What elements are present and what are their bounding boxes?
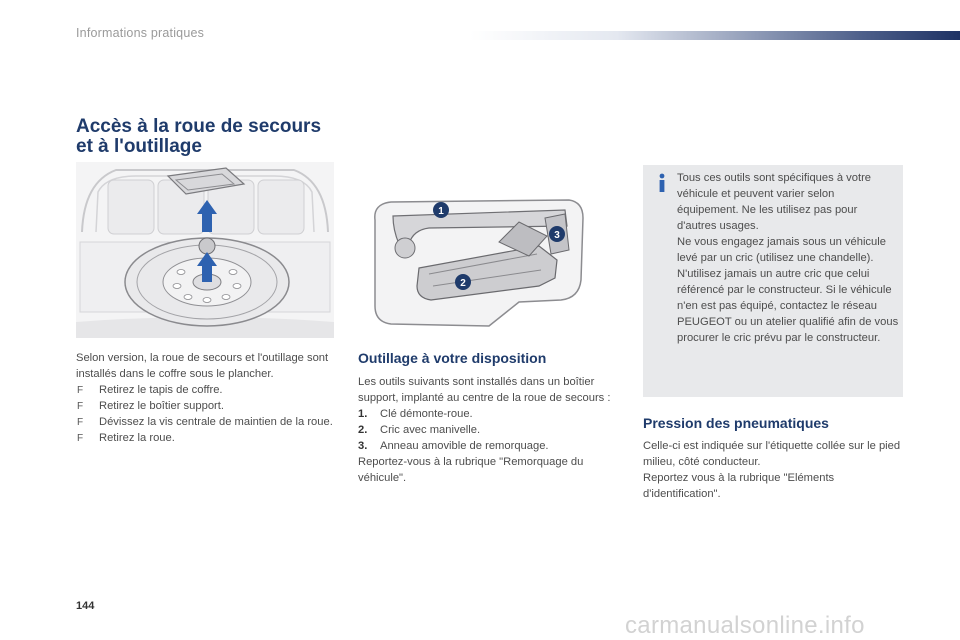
step-bullet-icon: F xyxy=(77,433,84,444)
spare-wheel-steps xyxy=(76,382,338,446)
step-bullet-icon: F xyxy=(77,417,84,428)
tools-intro: Les outils suivants sont installés dans un boîtier support, implanté au centre de la roue de secours : xyxy=(358,376,611,404)
tools-description xyxy=(358,374,616,486)
item-label: Cric avec manivelle. xyxy=(380,424,481,436)
tools-illustration xyxy=(369,190,587,330)
page-title xyxy=(76,117,346,157)
item-number: 2. xyxy=(358,424,368,436)
info-icon xyxy=(656,173,668,193)
list-item xyxy=(358,438,616,454)
list-item xyxy=(76,382,338,398)
step-text: Dévissez la vis centrale de maintien de la roue. xyxy=(99,416,333,428)
spare-wheel-illustration xyxy=(76,162,334,338)
step-text: Retirez le boîtier support. xyxy=(99,400,224,412)
spare-wheel-intro: Selon version, la roue de secours et l'outillage sont installés dans le coffre sous le plancher. xyxy=(76,352,329,380)
watermark: carmanualsonline.info xyxy=(625,612,865,639)
list-item xyxy=(76,414,338,430)
callout-3 xyxy=(549,226,565,242)
section-header: Informations pratiques xyxy=(76,26,205,40)
pressure-heading: Pression des pneumatiques xyxy=(643,415,829,431)
pressure-text: Celle-ci est indiquée sur l'étiquette collée sur le pied milieu, côté conducteur. Reportez vous à la rubrique "Eléments d'identification". xyxy=(643,440,901,500)
info-text: Tous ces outils sont spécifiques à votre véhicule et peuvent varier selon équipement. Ne les utilisez pas pour d'autres usages. Ne vous engagez jamais sous un véhicule levé par un cric (utilisez une chandelle). N'utilisez jamais un autre cric que celui référencé par le constructeur. Si le véhicule n'en est pas équipé, contactez le réseau PEUGEOT ou un atelier qualifié afin de vous procurer le cric prévu par le constructeur. xyxy=(677,172,899,344)
list-item xyxy=(358,422,616,438)
spare-wheel-instructions xyxy=(76,350,338,446)
item-label: Clé démonte-roue. xyxy=(380,408,473,420)
list-item xyxy=(76,430,338,446)
step-text: Retirez la roue. xyxy=(99,432,175,444)
page-title-line-1: Accès à la roue de secours xyxy=(76,116,322,137)
callout-2-label: 2 xyxy=(460,278,466,289)
list-item xyxy=(358,406,616,422)
callout-2 xyxy=(455,274,471,290)
spare-wheel-drawing xyxy=(76,162,334,338)
page-number: 144 xyxy=(76,600,95,612)
header-gradient-bar xyxy=(470,31,960,40)
step-bullet-icon: F xyxy=(77,401,84,412)
tools-outro: Reportez-vous à la rubrique "Remorquage du véhicule". xyxy=(358,456,584,484)
callout-3-label: 3 xyxy=(554,230,560,241)
callout-1 xyxy=(433,202,449,218)
item-number: 1. xyxy=(358,408,368,420)
item-label: Anneau amovible de remorquage. xyxy=(380,440,549,452)
list-item xyxy=(76,398,338,414)
step-bullet-icon: F xyxy=(77,385,84,396)
tools-drawing xyxy=(369,190,587,330)
page-title-line-2: et à l'outillage xyxy=(76,136,202,157)
callout-1-label: 1 xyxy=(438,206,444,217)
item-number: 3. xyxy=(358,440,368,452)
tools-heading: Outillage à votre disposition xyxy=(358,350,547,366)
info-box xyxy=(643,165,903,397)
step-text: Retirez le tapis de coffre. xyxy=(99,384,223,396)
